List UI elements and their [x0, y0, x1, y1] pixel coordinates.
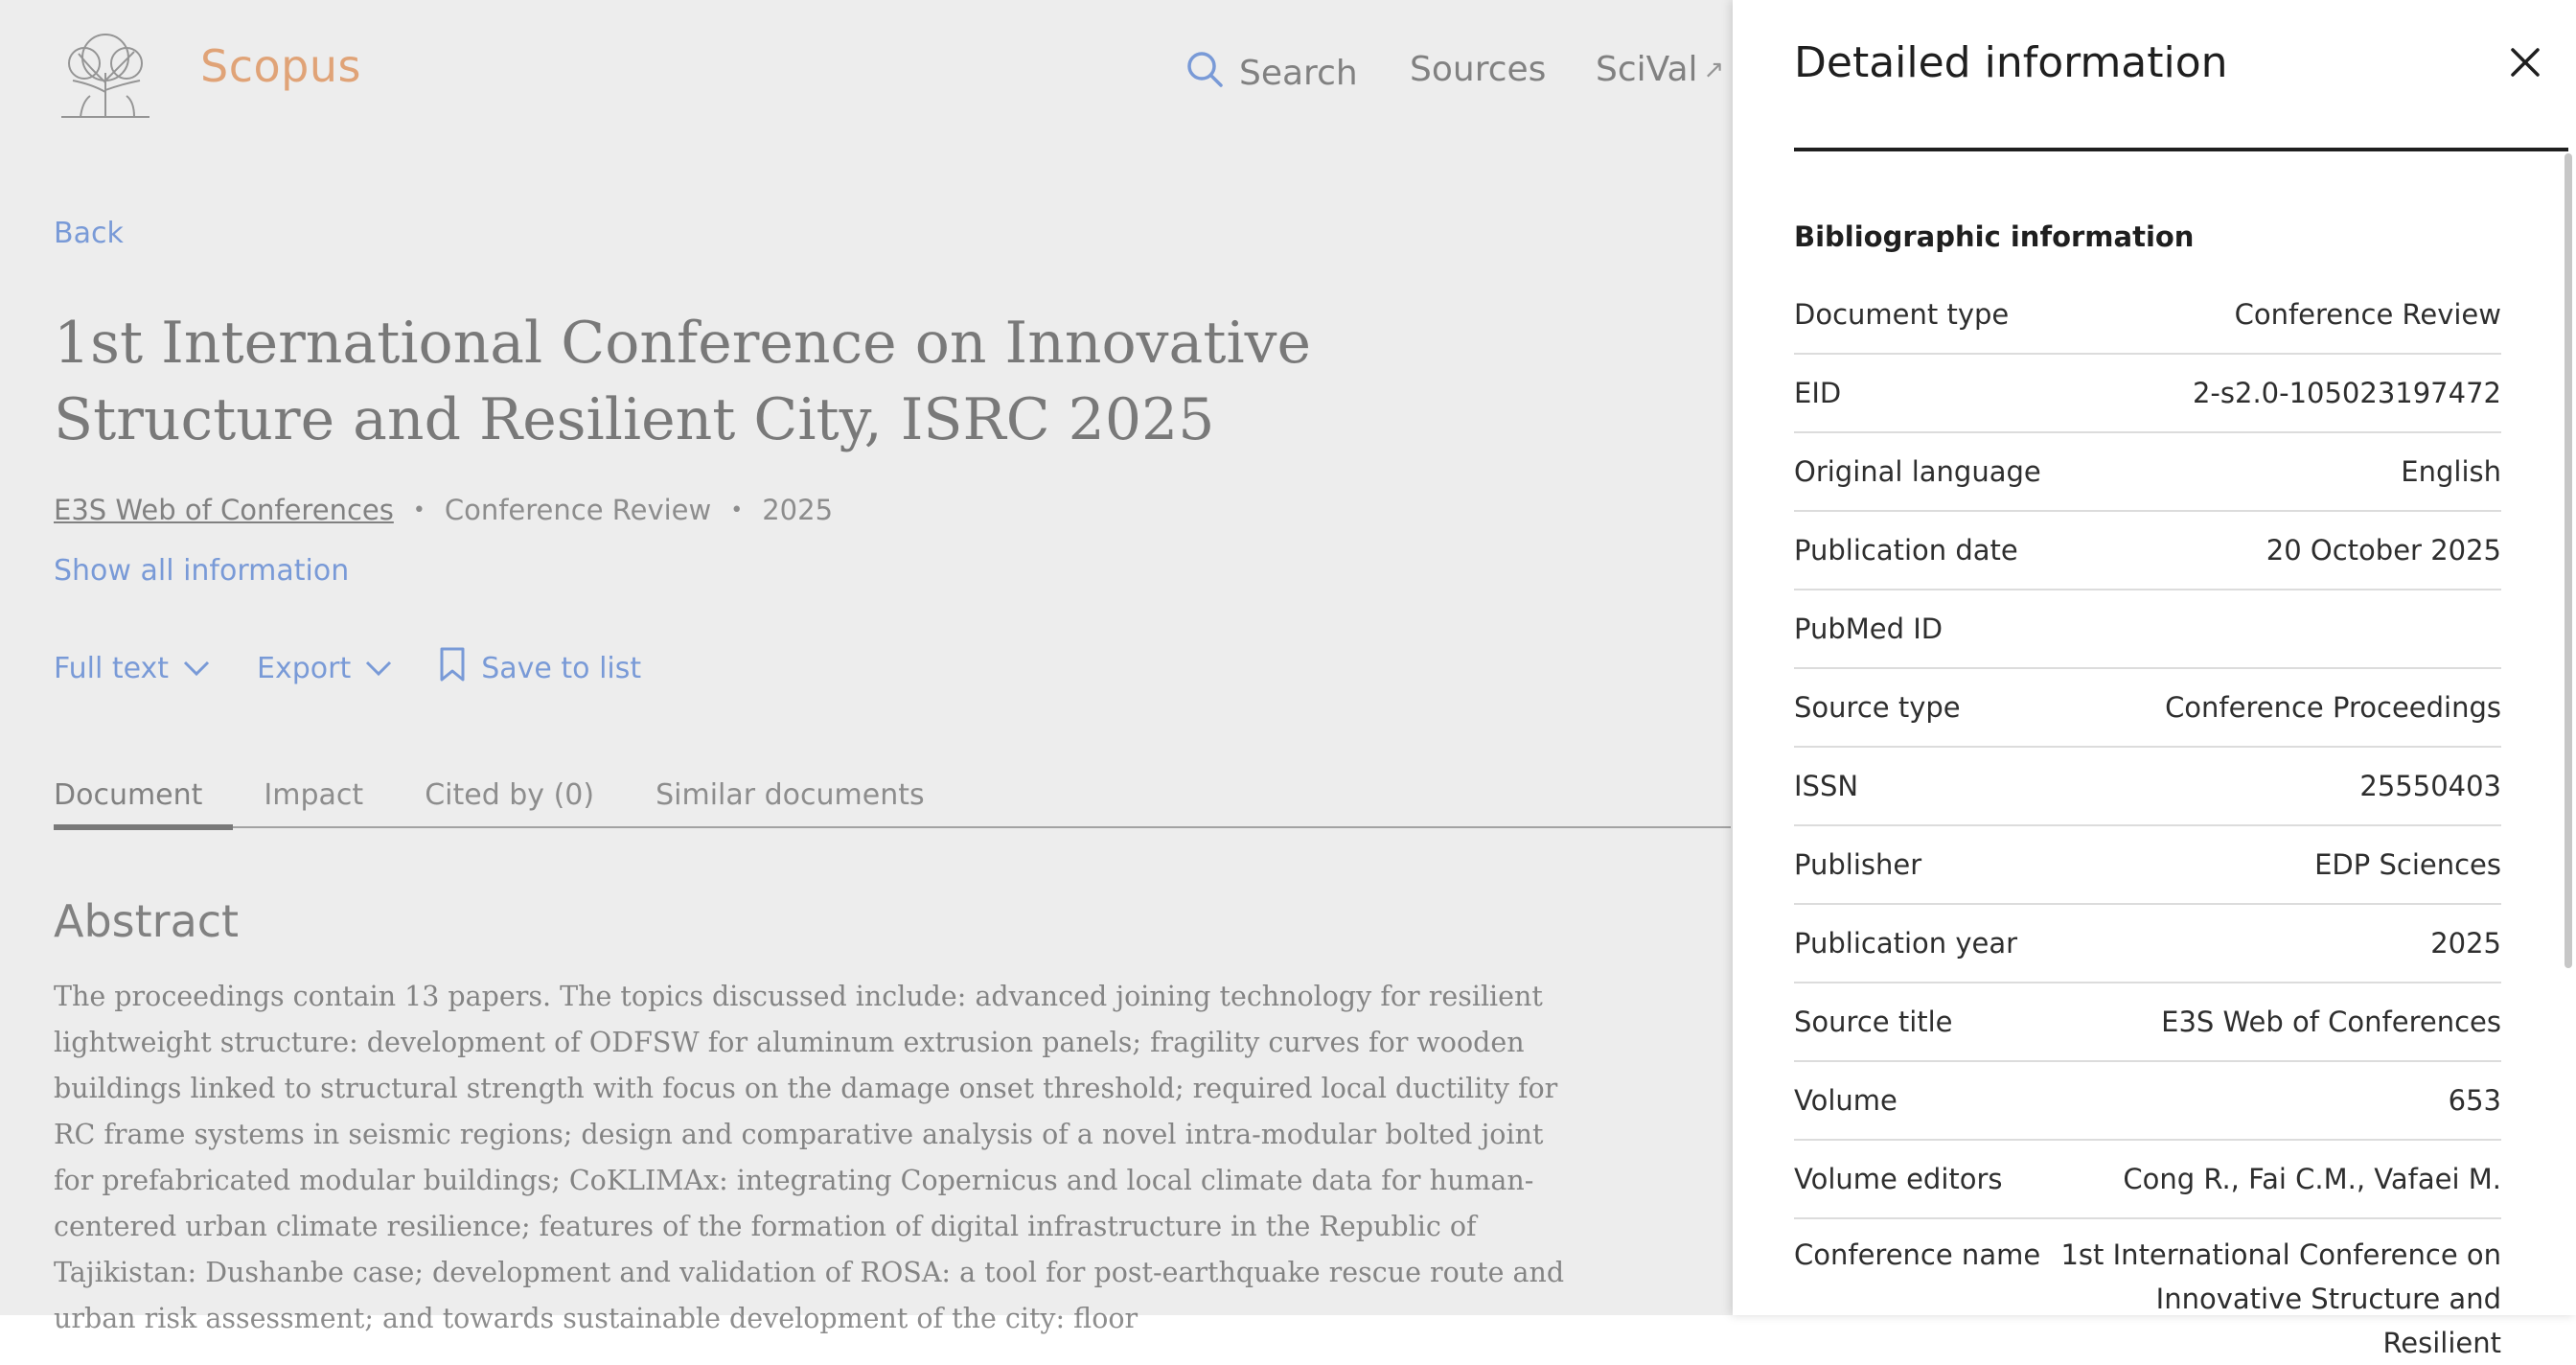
tab-similar-documents[interactable]: Similar documents: [656, 778, 925, 812]
info-label: Publication date: [1794, 534, 2018, 567]
abstract-text: The proceedings contain 13 papers. The topics discussed include: advanced joining technology for resilient lightweight structure: development of ODFSW for aluminum extrusion panels; fragility curves for wooden buildings linked to structural strength with focus on the damage onset threshold; required local ductility for RC frame systems in seismic regions; design and comparative analysis of a novel intra-modular bolted joint for prefabricated modular buildings; CoKLIMAx: integrating Copernicus and local climate data for human-centered urban climate resilience; features of the formation of digital infrastructure in the Republic of Tajikistan: Dushanbe case; development and validation of ROSA: a tool for post-earthquake rescue route and urban risk assessment; and towards sustainable development of the city: floor: [54, 981, 1565, 1334]
detailed-information-panel: [1733, 0, 2576, 1359]
nav-sources[interactable]: Sources: [1410, 50, 1547, 89]
info-row: [1794, 1141, 2501, 1219]
info-label: EID: [1794, 377, 1842, 409]
info-value: E3S Web of Conferences: [2161, 1006, 2501, 1038]
chevron-down-icon: [169, 652, 211, 685]
save-to-list-label: Save to list: [481, 651, 642, 685]
full-text-button[interactable]: [54, 652, 211, 685]
info-row: [1794, 1062, 2501, 1141]
info-value: 20 October 2025: [2266, 534, 2501, 567]
show-all-information-link[interactable]: Show all information: [54, 554, 350, 588]
info-row: [1794, 355, 2501, 433]
info-label: Volume editors: [1794, 1163, 2003, 1195]
tab-impact[interactable]: Impact: [264, 778, 364, 812]
nav-scival-label: SciVal: [1596, 50, 1698, 89]
info-value: Conference Review: [2234, 298, 2501, 331]
info-row: [1794, 590, 2501, 669]
info-label: Conference name: [1794, 1238, 2041, 1271]
export-button[interactable]: [257, 652, 393, 685]
panel-scrollbar[interactable]: [2564, 153, 2572, 968]
document-meta: [54, 494, 833, 526]
info-label: Publication year: [1794, 927, 2018, 960]
document-tabs: [54, 778, 1731, 828]
panel-title: Detailed information: [1794, 38, 2228, 87]
meta-separator: •: [412, 497, 426, 522]
info-row: [1794, 983, 2501, 1062]
source-title-link[interactable]: E3S Web of Conferences: [54, 494, 394, 526]
info-label: Volume: [1794, 1084, 1898, 1117]
info-row: [1794, 748, 2501, 826]
elsevier-logo-icon[interactable]: [52, 25, 159, 121]
chevron-down-icon: [351, 652, 393, 685]
back-link[interactable]: Back: [54, 217, 124, 250]
info-value: Cong R., Fai C.M., Vafaei M.: [2123, 1163, 2501, 1195]
external-link-icon: ↗: [1703, 55, 1725, 84]
info-label: Publisher: [1794, 848, 1922, 881]
info-value: EDP Sciences: [2314, 848, 2501, 881]
info-value: English: [2401, 455, 2501, 488]
bookmark-icon: [439, 646, 481, 690]
save-to-list-button[interactable]: [439, 646, 641, 690]
info-value: 653: [2448, 1084, 2501, 1117]
info-label: Document type: [1794, 298, 2010, 331]
info-row: [1794, 669, 2501, 748]
info-value: 1st International Conference on Innovative Structure and Resilient: [2060, 1238, 2501, 1359]
info-row: [1794, 826, 2501, 905]
section-heading: Bibliographic information: [1794, 220, 2195, 253]
info-row: [1794, 905, 2501, 983]
nav-scival[interactable]: [1596, 50, 1724, 89]
info-label: ISSN: [1794, 770, 1859, 802]
document-type: Conference Review: [444, 494, 712, 526]
info-label: PubMed ID: [1794, 613, 1944, 645]
info-value: 2-s2.0-105023197472: [2192, 377, 2501, 409]
nav-search[interactable]: [1185, 50, 1358, 97]
close-icon[interactable]: [2507, 44, 2543, 81]
info-value: Conference Proceedings: [2165, 691, 2501, 724]
tab-document[interactable]: Document: [54, 778, 202, 828]
info-value: 25550403: [2359, 770, 2501, 802]
info-row: [1794, 512, 2501, 590]
scopus-brand[interactable]: Scopus: [200, 40, 361, 92]
meta-separator: •: [730, 497, 744, 522]
search-icon: [1185, 50, 1239, 97]
info-row: [1794, 433, 2501, 512]
export-label: Export: [257, 651, 352, 685]
info-value: 2025: [2430, 927, 2501, 960]
abstract-heading: Abstract: [54, 895, 240, 947]
document-year: 2025: [762, 494, 834, 526]
bibliographic-table: [1794, 276, 2501, 1359]
panel-divider: [1794, 148, 2568, 151]
info-row: [1794, 276, 2501, 355]
document-actions: [54, 646, 687, 690]
info-label: Source type: [1794, 691, 1961, 724]
nav-search-label: Search: [1239, 54, 1358, 93]
full-text-label: Full text: [54, 651, 170, 685]
info-label: Source title: [1794, 1006, 1953, 1038]
info-label: Original language: [1794, 455, 2041, 488]
tab-cited-by[interactable]: Cited by (0): [425, 778, 595, 812]
info-row: [1794, 1219, 2501, 1359]
page-title: 1st International Conference on Innovative Structure and Resilient City, ISRC 2025: [54, 310, 1312, 453]
